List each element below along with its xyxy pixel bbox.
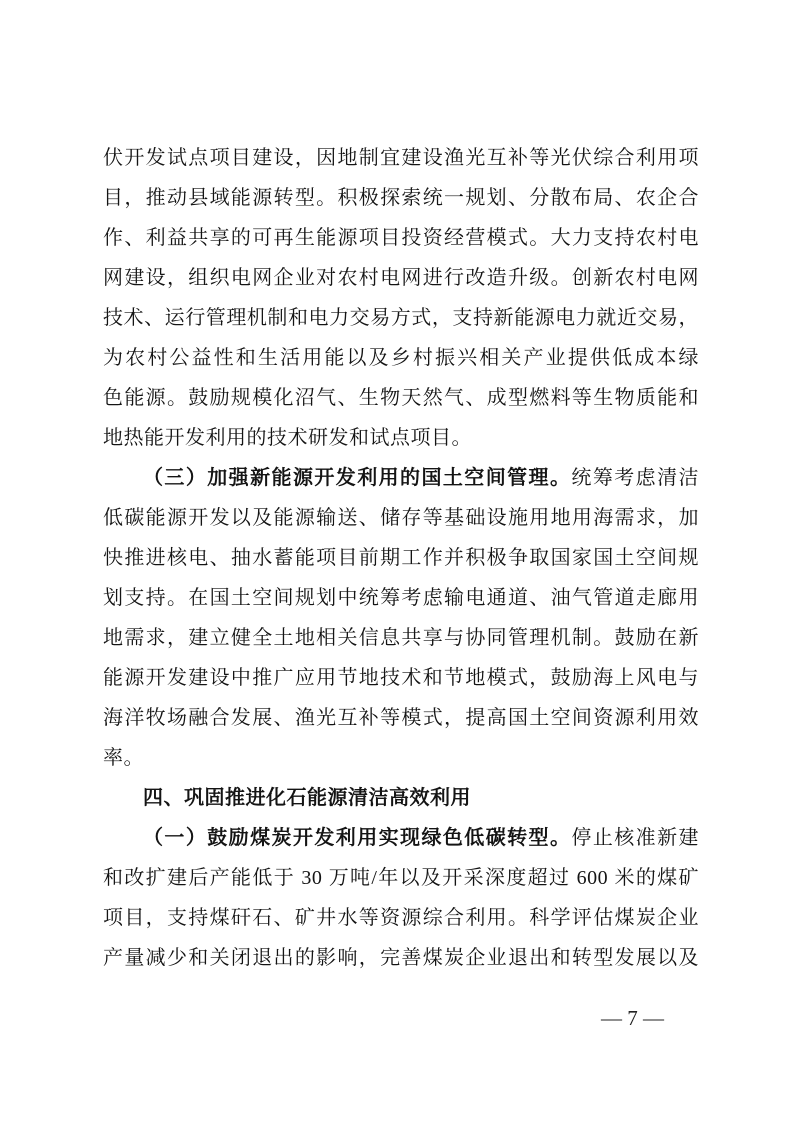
body-text-line — [103, 218, 699, 258]
text-segment: 划支持。在国土空间规划中统筹考虑输电通道、油气管道走廊用 — [103, 587, 699, 609]
text-segment: 率。 — [103, 747, 144, 769]
text-segment: 技术、运行管理机制和电力交易方式，支持新能源电力就近交易， — [103, 307, 699, 329]
text-segment: 海洋牧场融合发展、渔光互补等模式，提高国土空间资源利用效 — [103, 707, 699, 729]
text-segment: 地需求，建立健全土地相关信息共享与协同管理机制。鼓励在新 — [103, 627, 699, 649]
body-text-line — [103, 338, 699, 378]
document-body — [103, 138, 699, 978]
body-text-line — [103, 178, 699, 218]
text-segment: 伏开发试点项目建设，因地制宜建设渔光互补等光伏综合利用项 — [103, 147, 699, 169]
body-text-line — [103, 498, 699, 538]
text-segment: 能源开发建设中推广应用节地技术和节地模式，鼓励海上风电与 — [103, 667, 699, 689]
body-text-line — [103, 858, 699, 898]
body-text-line — [103, 418, 699, 458]
bold-lead-segment: （三）加强新能源开发利用的国土空间管理。 — [143, 467, 572, 489]
body-text-line — [103, 378, 699, 418]
text-segment: 快推进核电、抽水蓄能项目前期工作并积极争取国家国土空间规 — [103, 547, 699, 569]
section-heading-line — [103, 778, 699, 818]
text-segment: 为农村公益性和生活用能以及乡村振兴相关产业提供低成本绿 — [103, 347, 699, 369]
body-text-line — [103, 698, 699, 738]
text-segment: 低碳能源开发以及能源输送、储存等基础设施用地用海需求，加 — [103, 507, 699, 529]
body-text-line — [103, 938, 699, 978]
text-segment: 和改扩建后产能低于 30 万吨/年以及开采深度超过 600 米的煤矿 — [103, 867, 699, 889]
bold-lead-segment: 四、巩固推进化石能源清洁高效利用 — [143, 787, 471, 809]
text-segment: 项目，支持煤矸石、矿井水等资源综合利用。科学评估煤炭企业 — [103, 907, 699, 929]
text-segment: 色能源。鼓励规模化沼气、生物天然气、成型燃料等生物质能和 — [103, 387, 699, 409]
text-segment: 目，推动县域能源转型。积极探索统一规划、分散布局、农企合 — [103, 187, 699, 209]
body-text-line — [103, 298, 699, 338]
body-text-line — [103, 818, 699, 858]
bold-lead-segment: （一）鼓励煤炭开发利用实现绿色低碳转型。 — [143, 827, 572, 849]
body-text-line — [103, 258, 699, 298]
body-text-line — [103, 538, 699, 578]
text-segment: 网建设，组织电网企业对农村电网进行改造升级。创新农村电网 — [103, 267, 699, 289]
text-segment: 产量减少和关闭退出的影响，完善煤炭企业退出和转型发展以及 — [103, 947, 699, 969]
body-text-line — [103, 658, 699, 698]
body-text-line — [103, 898, 699, 938]
body-text-line — [103, 138, 699, 178]
text-segment: 地热能开发利用的技术研发和试点项目。 — [103, 427, 472, 449]
body-text-line — [103, 738, 699, 778]
text-segment: 作、利益共享的可再生能源项目投资经营模式。大力支持农村电 — [103, 227, 699, 249]
text-segment: 统筹考虑清洁 — [571, 467, 699, 489]
body-text-line — [103, 458, 699, 498]
body-text-line — [103, 578, 699, 618]
text-segment: 停止核准新建 — [571, 827, 699, 849]
page-number: — 7 — — [601, 1006, 664, 1030]
body-text-line — [103, 618, 699, 658]
